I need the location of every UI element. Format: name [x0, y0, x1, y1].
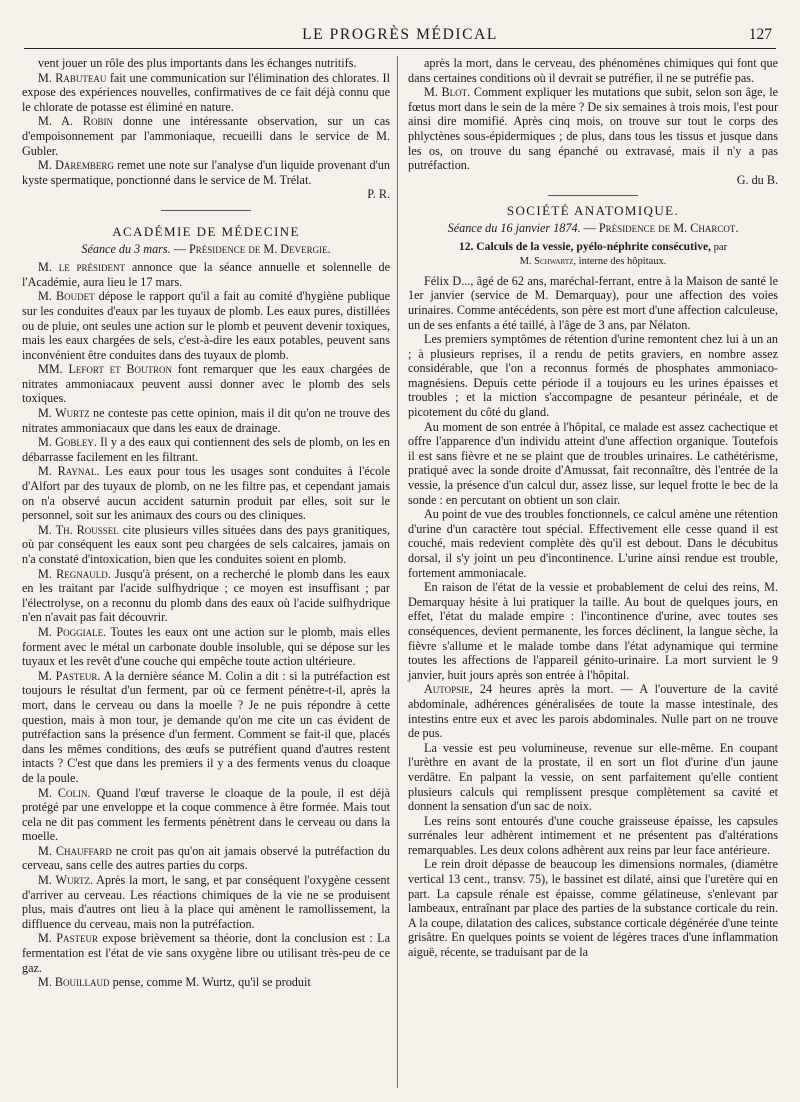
paragraph	[408, 332, 778, 420]
paragraph	[408, 274, 778, 332]
paragraph-text: Les reins sont entourés d'une couche graisseuse épaisse, les capsules surrénales leur adhèrent intimement et ne présentent pas d'altérations remarquables. Les deux colons adhèrent aux reins par leur face antérieure.	[408, 813, 778, 857]
paragraph-text: pense, comme M. Wurtz, qu'il se produit	[109, 975, 311, 990]
paragraph	[22, 71, 390, 115]
paragraph	[408, 56, 778, 85]
left-column	[22, 56, 390, 990]
section-title: ACADÉMIE DE MÉDECINE	[112, 223, 300, 239]
paragraph-text: A la dernière séance M. Colin a dit : si la putréfaction est toujours le résultat d'un ferment, par où ce ferment pénètre-t-il, après la mort, dans le cerveau ou dans la moelle ? Je ne puis répondre à cette question, mais à mon tour, je demande qu'on me cite un cas évident de putréfaction sans la présence d'un ferment. Comment se fait-il que, placés dans les mêmes conditions, des œufs se putréfient quand d'autres restent intacts ? C'est que dans les premiers il y a des ferments venus du cloaque de la poule.	[22, 668, 390, 785]
paragraph-text: ne croit pas qu'on ait jamais observé la putréfaction du cerveau, sans celle des autres parties du corps.	[22, 843, 391, 873]
signature: G. du B.	[736, 172, 778, 187]
paragraph-text: Au moment de son entrée à l'hôpital, ce malade est assez cachectique et offre l'apparence d'un individu atteint d'une affection organique. Toutefois il est sans fièvre et ne se plaint que de troubles urinaires. Le cathétérisme, pratiqué avec la sonde droite d'Amussat, fait reconnaître, dès l'entrée de la vessie, la présence d'un calcul dur, assez lisse, sur lequel frotte le bec de la sonde : en percutant on obtient un son clair.	[408, 419, 778, 507]
speaker-name: M. Wurtz	[38, 406, 90, 421]
paragraph	[408, 507, 778, 580]
paragraph-text: vent jouer un rôle des plus importants dans les échanges nutritifs.	[38, 56, 357, 70]
paragraph-text: Comment expliquer les mutations que subit, selon son âge, le fœtus mort dans le sein de la mère ? De six semaines à trois mois, l'est pour ainsi dire momifié. Après cinq mois, on trouve sur tout le corps des phlyctènes sous-épidermiques ; de plus, dans tous les tissus et jusque dans les os, on trouve du sang épanché ou extravasé, mais il n'y a pas putréfaction.	[408, 85, 778, 173]
case-author: M. Schwartz, interne des hôpitaux.	[519, 256, 667, 268]
paragraph-text: Après la mort, le sang, et par conséquent l'oxygène cessent d'arriver au cerveau. Les réactions chimiques de la vie ne se produisent plus, mais d'autres ont lieu à la place qui amènent le ramollissement, la diffluence du cerveau, mais non la putréfaction.	[22, 873, 390, 931]
paragraph-text: cite plusieurs villes situées dans des pays granitiques, où par conséquent les eaux sont peu chargées de sels calcaires, jamais on n'a constaté d'intoxication, bien que les conduites soient en plomb.	[22, 522, 390, 566]
speaker-name: M. Pasteur.	[38, 668, 101, 683]
paragraph	[408, 741, 778, 814]
paragraph	[22, 362, 390, 406]
paragraph-text: après la mort, dans le cerveau, des phénomènes chimiques qui font que dans certaines conditions où il devrait se putréfier, il ne se putréfie pas.	[408, 56, 778, 85]
paragraph	[408, 814, 778, 858]
speaker-name: M. A. Robin	[38, 114, 114, 129]
speaker-name: M. Chauffard	[38, 843, 112, 858]
section-rule	[548, 195, 638, 196]
paragraph-text: Félix D..., âgé de 62 ans, maréchal-ferrant, entre à la Maison de santé le 1er janvier (service de M. Demarquay), pour une affection des voies urinaires. Comme antécédents, son père est mort d'une affection calculeuse, un de ses enfants a été taillé, à l'âge de 3 ans, par Nélaton.	[408, 273, 778, 332]
paragraph	[22, 406, 390, 435]
paragraph	[22, 260, 390, 289]
paragraph-text: Toutes les eaux ont une action sur le plomb, mais elles forment avec le métal un carbonate double insoluble, qui se dépose sur les tuyaux et les revêt d'une couche qui empêche toute action ultérieure.	[22, 624, 390, 669]
session-date: Séance du 3 mars.	[81, 241, 171, 256]
paragraph-text: Le rein droit dépasse de beaucoup les dimensions normales, (diamètre vertical 13 cent., transv. 75), le bassinet est dilaté, ainsi que l'uretère qui en part. La capsule rénale est épaisse, comme gélatineuse, s'enlevant par lambeaux, entraînant par place des parties de la substance corticale du rein. A la coupe, dilatation des calices, substance corticale dégénérée d'une teinte grisâtre. En quelques points se voient de légères traces d'une inflammation aiguë, récente, se traduisant par de la	[408, 857, 778, 960]
paragraph	[408, 85, 778, 173]
speaker-name: M. Blot.	[424, 85, 471, 100]
speaker-name: M. Regnauld.	[38, 566, 111, 581]
paragraph-text: Au point de vue des troubles fonctionnels, ce calcul amène une rétention d'urine d'un caractère tout spécial. Effectivement elle cesse quand il est couché, mais redevient complète dès qu'il est debout. Dans le décubitus dorsal, il s'y joint un peu d'incontinence. L'urine ainsi rendue est trouble, fortement ammoniacale.	[408, 507, 778, 580]
paragraph-text: ne conteste pas cette opinion, mais il dit qu'on ne trouve des nitrates ammoniacaux que dans les eaux de drainage.	[22, 406, 390, 435]
section-title: SOCIÉTÉ ANATOMIQUE.	[506, 203, 680, 219]
speaker-name: M. Rabuteau	[38, 70, 107, 85]
right-column	[408, 56, 778, 960]
paragraph	[22, 567, 390, 625]
paragraph-text: dépose le rapport qu'il a fait au comité d'hygiène publique sur les conduites d'eaux par les tuyaux de plomb. Les eaux pures, distillées ou de pluie, ont seules une action sur le plomb et peuvent devenir toxiques, mais les eaux chargées de sels, c'est-à-dire les eaux potables, peuvent sans inconvénient être conduites dans des tuyaux de plomb.	[22, 289, 390, 362]
paragraph-text: Il y a des eaux qui contiennent des sels de plomb, on les en débarrasse facilement en les filtrant.	[22, 435, 390, 464]
page-number: 127	[748, 26, 772, 43]
paragraph	[22, 114, 390, 158]
paragraph	[22, 786, 390, 844]
paragraph	[408, 420, 778, 508]
speaker-name: M. le président	[38, 260, 126, 275]
paragraph	[22, 523, 390, 567]
paragraph-text: donne une intéressante observation, sur un cas d'empoisonnement par l'ammoniaque, recueilli dans le service de M. Gubler.	[22, 114, 390, 158]
speaker-name: M. Gobley.	[38, 435, 97, 450]
session-heading	[22, 242, 390, 257]
running-title: LE PROGRÈS MÉDICAL	[302, 26, 498, 43]
paragraph-text: Jusqu'à présent, on a recherché le plomb dans les eaux en les traitant par l'acide sulfhydrique ; ce moyen est insuffisant ; par l'électrolyse, on a reconnu du plomb dans des eaux où l'acide sulfhydrique n'en n'avait pas fait découvrir.	[22, 566, 390, 625]
paragraph	[408, 682, 778, 740]
speaker-name: M. Pasteur	[38, 931, 98, 946]
paragraph	[22, 669, 390, 786]
speaker-name: M. Colin.	[38, 785, 91, 800]
paragraph-text: annonce que la séance annuelle et solennelle de l'Académie, aura lieu le 17 mars.	[22, 260, 390, 289]
speaker-name: Autopsie,	[424, 682, 473, 697]
paragraph-text: Quand l'œuf traverse le cloaque de la poule, il est déjà protégé par une enveloppe et la coque commence à être formée. Mais tout cela ne dit pas comment les ferments pénètrent dans le cerveau ou dans la moelle.	[22, 785, 390, 844]
session-date: Séance du 16 janvier 1874.	[447, 220, 581, 235]
paragraph	[22, 975, 390, 990]
paragraph-text: Les premiers symptômes de rétention d'urine remontent chez lui à un an ; à plusieurs reprises, il a rendu de petits graviers, en nombre assez considérable, que l'on a reconnus formés de phosphates ammoniaco-magnésiens. Depuis cette période il a toujours eu les urines épaisses et troubles ; et la miction s'accompagne de pesanteur périnéale, et de picotement du côté du gland.	[408, 332, 778, 420]
speaker-name: M. Bouillaud	[38, 975, 110, 990]
page-header	[24, 26, 776, 49]
paragraph-text: remet une note sur l'analyse d'un liquide provenant d'un kyste spermatique, ponctionné dans le service de M. Trélat.	[22, 158, 390, 187]
paragraph	[22, 56, 390, 71]
paragraph-text: 24 heures après la mort. — A l'ouverture de la cavité abdominale, adhérences généralisées de toute la masse intestinale, des intestins entre eux et avec les parois abdominales. Nulle part on ne trouve de pus.	[408, 682, 778, 741]
speaker-name: MM. Lefort et Boutron	[38, 362, 172, 377]
speaker-name: M. Wurtz.	[38, 873, 93, 888]
paragraph	[408, 580, 778, 682]
section-rule	[161, 210, 251, 211]
paragraph-text: La vessie est peu volumineuse, revenue sur elle-même. En coupant l'urèthre en avant de la prostate, il en sort un flot d'urine d'un jaune verdâtre. En palpant la vessie, on sent parfaitement qu'elle contient plusieurs calculs qui remplissent presque complètement sa cavité et donnent la sensation d'un sac de noix.	[408, 740, 778, 814]
paragraph-text: Les eaux pour tous les usages sont conduites à l'école d'Alfort par des tuyaux de plomb, on ne les filtre pas, et cependant jamais on n'a observé aucun accident saturnin produit par elles, soit sur le personnel, soit sur les animaux des cours ou des cliniques.	[22, 464, 390, 523]
paragraph	[408, 857, 778, 959]
column-divider	[397, 56, 398, 1088]
paragraph	[22, 464, 390, 522]
paragraph	[22, 844, 390, 873]
session-president: — Présidence de M. Devergie.	[170, 241, 331, 256]
case-title: 12. Calculs de la vessie, pyélo-néphrite consécutive, par	[458, 239, 728, 253]
session-heading	[408, 221, 778, 236]
speaker-name: M. Daremberg	[38, 158, 114, 173]
paragraph	[22, 289, 390, 362]
speaker-name: M. Boudet	[38, 289, 95, 304]
paragraph	[22, 158, 390, 187]
session-president: — Présidence de M. Charcot.	[580, 220, 739, 235]
speaker-name: M. Raynal.	[38, 464, 100, 479]
paragraph-text: expose brièvement sa théorie, dont la conclusion est : La fermentation est l'état de vie sans oxygène libre ou utilisant très-peu de ce gaz.	[22, 931, 390, 975]
paragraph-text: font remarquer que les eaux chargées de nitrates ammoniacaux peuvent aussi donner avec le plomb des sels toxiques.	[22, 362, 390, 406]
paragraph-text: En raison de l'état de la vessie et probablement de celui des reins, M. Demarquay hésite à lui pratiquer la taille. Au bout de quelques jours, en effet, l'état du malade empire : l'incontinence d'urine, avec toutes ses conséquences, devient permanente, les forces déclinent, la langue sèche, la fièvre s'allume et le malade tombe dans l'état adynamique qui termine toutes les affections de l'appareil génito-urinaire. La mort survient le 9 janvier, huit jours après son entrée à l'hôpital.	[408, 580, 778, 682]
speaker-name: M. Th. Roussel	[38, 522, 119, 537]
speaker-name: M. Poggiale.	[38, 624, 107, 639]
paragraph	[22, 873, 390, 931]
paragraph	[22, 625, 390, 669]
paragraph	[22, 931, 390, 975]
paragraph	[22, 435, 390, 464]
signature: P. R.	[367, 187, 390, 202]
paragraph-text: fait une communication sur l'élimination des chlorates. Il expose des expériences nouvelles, confirmatives de ce fait déjà connu que le chlorate de potasse est éliminé en nature.	[22, 70, 390, 114]
